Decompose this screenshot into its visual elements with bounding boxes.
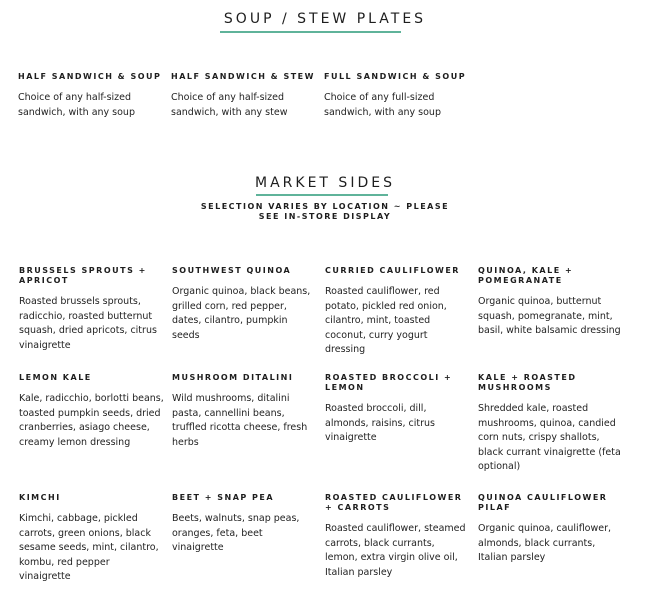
- market-title-underline: [256, 194, 388, 196]
- market-item-name: ROASTED BROCCOLI + LEMON: [325, 373, 453, 392]
- market-item: [478, 373, 623, 475]
- market-item-name: QUINOA CAULIFLOWER PILAF: [478, 493, 608, 512]
- soup-item: [171, 72, 316, 120]
- market-item-name: ROASTED CAULIFLOWER + CARROTS: [325, 493, 463, 512]
- market-item-name: BRUSSELS SPROUTS + APRICOT: [19, 266, 147, 285]
- market-item-desc: Shredded kale, roasted mushrooms, quinoa, candied corn nuts, crispy shallots, black currant vinaigrette (feta optional): [478, 403, 621, 472]
- market-item-desc: Wild mushrooms, ditalini pasta, cannellini beans, truffled ricotta cheese, fresh herbs: [172, 393, 308, 448]
- market-item: [478, 493, 623, 566]
- market-item-name: KIMCHI: [19, 493, 61, 502]
- soup-item-name: HALF SANDWICH & STEW: [171, 72, 315, 81]
- soup-item: [324, 72, 469, 120]
- market-item-desc: Organic quinoa, butternut squash, pomegranate, mint, basil, white balsamic dressing: [478, 296, 621, 336]
- market-item: [325, 373, 465, 446]
- soup-item-desc: Choice of any half-sized sandwich, with any stew: [171, 92, 288, 118]
- market-item-name: CURRIED CAULIFLOWER: [325, 266, 460, 275]
- market-item: [19, 266, 159, 353]
- market-item-name: KALE + ROASTED MUSHROOMS: [478, 373, 577, 392]
- market-item-name: BEET + SNAP PEA: [172, 493, 275, 502]
- market-item-desc: Roasted broccoli, dill, almonds, raisins, citrus vinaigrette: [325, 403, 435, 443]
- market-item-name: SOUTHWEST QUINOA: [172, 266, 292, 275]
- market-section-subtitle: SELECTION VARIES BY LOCATION ~ PLEASE SEE IN-STORE DISPLAY: [200, 202, 450, 221]
- market-item-name: LEMON KALE: [19, 373, 92, 382]
- market-item: [325, 493, 470, 580]
- market-item: [172, 373, 320, 450]
- soup-section-title: SOUP / STEW PLATES: [223, 11, 427, 27]
- market-item: [172, 493, 317, 556]
- market-item-name: QUINOA, KALE + POMEGRANATE: [478, 266, 574, 285]
- market-item: [325, 266, 470, 358]
- market-item-desc: Organic quinoa, black beans, grilled corn, red pepper, dates, cilantro, pumpkin seeds: [172, 286, 311, 341]
- market-item-desc: Kale, radicchio, borlotti beans, toasted pumpkin seeds, dried cranberries, asiago cheese, creamy lemon dressing: [19, 393, 164, 448]
- market-section-title: MARKET SIDES: [255, 175, 395, 191]
- market-item-desc: Kimchi, cabbage, pickled carrots, green onions, black sesame seeds, mint, cilantro, kombu, red pepper vinaigrette: [19, 513, 159, 582]
- soup-item-name: FULL SANDWICH & SOUP: [324, 72, 467, 81]
- market-item: [19, 493, 164, 585]
- market-item-desc: Roasted brussels sprouts, radicchio, roasted butternut squash, dried apricots, citrus vinaigrette: [19, 296, 157, 351]
- market-item-desc: Roasted cauliflower, steamed carrots, black currants, lemon, extra virgin olive oil, Italian parsley: [325, 523, 466, 578]
- market-item-name: MUSHROOM DITALINI: [172, 373, 294, 382]
- soup-title-underline: [220, 31, 401, 33]
- soup-item-name: HALF SANDWICH & SOUP: [18, 72, 162, 81]
- market-item-desc: Beets, walnuts, snap peas, oranges, feta, beet vinaigrette: [172, 513, 300, 553]
- market-item-desc: Roasted cauliflower, red potato, pickled red onion, cilantro, mint, toasted coconut, curry yogurt dressing: [325, 286, 447, 355]
- market-item: [172, 266, 315, 343]
- soup-item-desc: Choice of any full-sized sandwich, with any soup: [324, 92, 441, 118]
- market-item: [478, 266, 623, 339]
- market-item-desc: Organic quinoa, cauliflower, almonds, black currants, Italian parsley: [478, 523, 612, 563]
- soup-item: [18, 72, 163, 120]
- soup-item-desc: Choice of any half-sized sandwich, with any soup: [18, 92, 135, 118]
- market-item: [19, 373, 164, 450]
